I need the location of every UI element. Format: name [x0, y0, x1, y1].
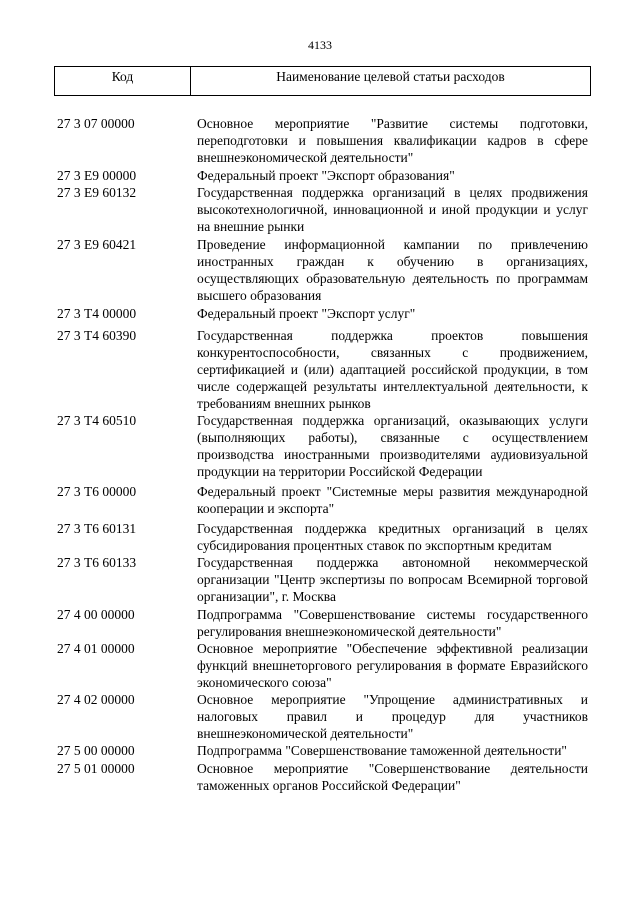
- row-text: Подпрограмма "Совершенствование таможенной деятельности": [197, 743, 567, 758]
- budget-rows: [0, 115, 640, 794]
- table-row: [0, 742, 640, 759]
- row-text: Федеральный проект "Системные меры развития международной кооперации и экспорта": [197, 484, 588, 516]
- header-code-column: Код: [55, 67, 191, 95]
- row-code: 27 4 02 00000: [57, 692, 135, 707]
- row-text: Основное мероприятие "Совершенствование деятельности таможенных органов Российской Федерации": [197, 761, 588, 793]
- row-code: 27 3 Т6 60133: [57, 555, 137, 570]
- table-row: [0, 483, 640, 517]
- row-code: 27 4 01 00000: [57, 641, 135, 656]
- table-row: [0, 760, 640, 794]
- table-row: [0, 554, 640, 605]
- table-header: [54, 66, 591, 96]
- row-code: 27 3 Т4 60510: [57, 413, 137, 428]
- row-text: Основное мероприятие "Обеспечение эффективной реализации функций внешнеторгового регулирования в формате Евразийского экономического союза": [197, 641, 588, 690]
- row-text: Подпрограмма "Совершенствование системы государственного регулирования внешнеэкономической деятельности": [197, 607, 588, 639]
- row-text: Государственная поддержка автономной некоммерческой организации "Центр экспертизы по вопросам Всемирной торговой организации", г. Москва: [197, 555, 588, 604]
- row-text: Государственная поддержка организаций, оказывающих услуги (выполняющих работы), связанные с осуществлением производства иностранными производителями аудиовизуальной продукции на территории Российской Федерации: [197, 413, 588, 479]
- row-text: Федеральный проект "Экспорт образования": [197, 168, 455, 183]
- table-row: [0, 606, 640, 640]
- row-code: 27 3 Т4 60390: [57, 328, 137, 343]
- table-row: [0, 115, 640, 166]
- row-code: 27 3 07 00000: [57, 116, 135, 131]
- row-text: Государственная поддержка организаций в целях продвижения высокотехнологичной, инновационной и иной продукции и услуг на внешние рынки: [197, 185, 588, 234]
- row-code: 27 3 Е9 60421: [57, 237, 137, 252]
- row-code: 27 3 Т4 00000: [57, 306, 137, 321]
- table-row: [0, 305, 640, 322]
- row-text: Основное мероприятие "Упрощение административных и налоговых правил и процедур для участников внешнеэкономической деятельности": [197, 692, 588, 741]
- row-text: Государственная поддержка проектов повышения конкурентоспособности, связанных с продвижением, сертификацией и (или) адаптацией российской продукции, в том числе содержащей результаты интеллектуальной деятельности, к требованиям внешних рынков: [197, 328, 588, 411]
- table-row: [0, 640, 640, 691]
- table-row: [0, 167, 640, 184]
- row-code: 27 3 Е9 60132: [57, 185, 137, 200]
- row-text: Проведение информационной кампании по привлечению иностранных граждан к обучению в организациях, осуществляющих образовательную деятельность по программам высшего образования: [197, 237, 588, 303]
- table-row: [0, 520, 640, 554]
- row-code: 27 3 Т6 60131: [57, 521, 137, 536]
- row-code: 27 5 00 00000: [57, 743, 135, 758]
- row-text: Основное мероприятие "Развитие системы подготовки, переподготовки и повышения квалификации кадров в сфере внешнеэкономической деятельности": [197, 116, 588, 165]
- table-row: [0, 184, 640, 235]
- table-row: [0, 412, 640, 480]
- row-text: Государственная поддержка кредитных организаций в целях субсидирования процентных ставок по экспортным кредитам: [197, 521, 588, 553]
- table-row: [0, 327, 640, 412]
- table-row: [0, 691, 640, 742]
- page-number: 4133: [308, 38, 332, 52]
- header-name-column: Наименование целевой статьи расходов: [276, 69, 505, 84]
- row-code: 27 4 00 00000: [57, 607, 135, 622]
- row-code: 27 3 Е9 00000: [57, 168, 137, 183]
- row-code: 27 5 01 00000: [57, 761, 135, 776]
- row-code: 27 3 Т6 00000: [57, 484, 137, 499]
- row-text: Федеральный проект "Экспорт услуг": [197, 306, 416, 321]
- table-row: [0, 236, 640, 304]
